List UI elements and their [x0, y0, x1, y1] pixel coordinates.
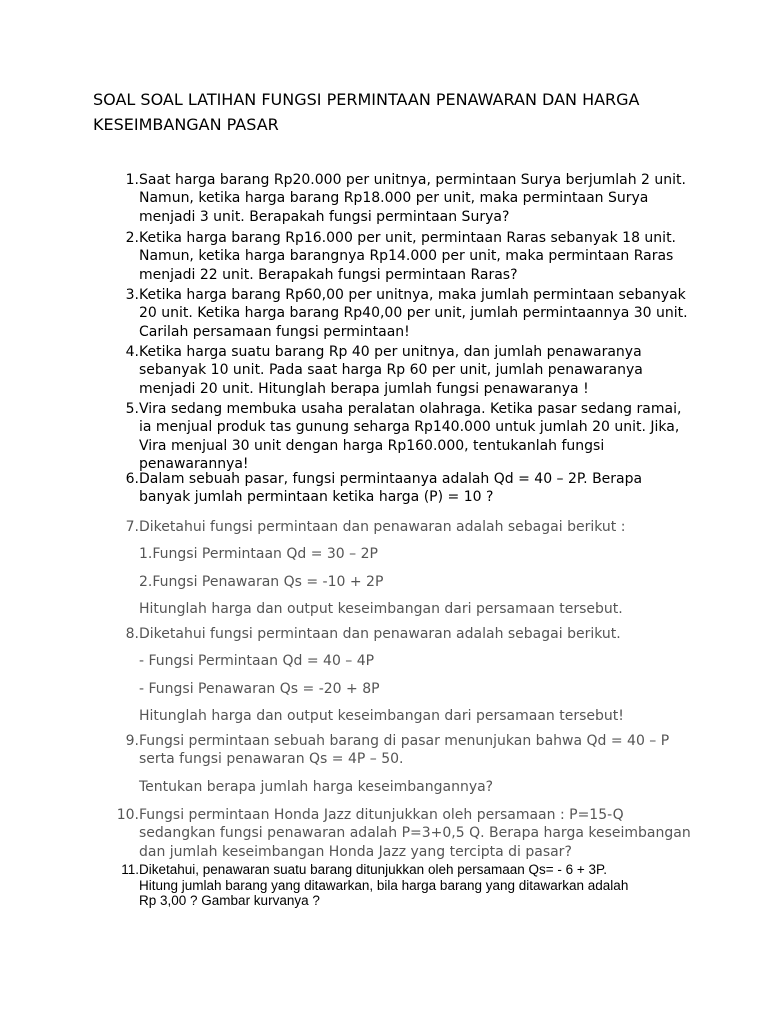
question-text-line: Carilah persamaan fungsi permintaan! [139, 323, 410, 340]
question-text-line: 20 unit. Ketika harga barang Rp40,00 per unit, jumlah permintaannya 30 unit. [139, 305, 688, 322]
question-text-line: Ketika harga barang Rp16.000 per unit, permintaan Raras sebanyak 18 unit. [139, 230, 677, 246]
question-text-line: Namun, ketika harga barang Rp18.000 per unit, maka permintaan Surya [139, 190, 649, 207]
question-paragraph: 1.Fungsi Permintaan Qd = 30 – 2P [139, 546, 378, 563]
question-text-line: Saat harga barang Rp20.000 per unitnya, permintaan Surya berjumlah 2 unit. [139, 172, 686, 188]
question-number: 2. [125, 230, 139, 246]
question-paragraph: 2.Fungsi Penawaran Qs = -10 + 2P [139, 573, 384, 590]
question-text-line: Ketika harga suatu barang Rp 40 per unitnya, dan jumlah penawaranya [139, 344, 642, 360]
question-paragraph: - Fungsi Penawaran Qs = -20 + 8P [139, 680, 380, 697]
question-text-line: Vira menjual 30 unit dengan harga Rp160.000, tentukanlah fungsi [139, 437, 605, 454]
question-number: 1. [125, 172, 139, 188]
question-text-line: menjadi 22 unit. Berapakah fungsi permintaan Raras? [139, 266, 518, 283]
question-number: 9. [125, 733, 139, 749]
title-line-2: KESEIMBANGAN PASAR [93, 115, 279, 134]
question-text-line: banyak jumlah permintaan ketika harga (P) = 10 ? [139, 489, 494, 506]
question-number: 10. [116, 807, 139, 823]
question-paragraph: Hitunglah harga dan output keseimbangan dari persamaan tersebut. [139, 601, 623, 618]
question-text-line: serta fungsi penawaran Qs = 4P – 50. [139, 751, 404, 768]
question-text-line: Ketika harga barang Rp60,00 per unitnya, maka jumlah permintaan sebanyak [139, 287, 686, 303]
question-text-line: penawarannya! [139, 456, 249, 473]
question-text-line: menjadi 3 unit. Berapakah fungsi permintaan Surya? [139, 208, 510, 225]
question-paragraph: Tentukan berapa jumlah harga keseimbangannya? [139, 778, 494, 795]
question-text-line: menjadi 20 unit. Hitunglah berapa jumlah fungsi penawaranya ! [139, 380, 589, 397]
question-paragraph: Hitunglah harga dan output keseimbangan dari persamaan tersebut! [139, 708, 624, 725]
question-text-line: sedangkan fungsi penawaran adalah P=3+0,5 Q. Berapa harga keseimbangan [139, 825, 691, 842]
question-text-line: Fungsi permintaan sebuah barang di pasar menunjukan bahwa Qd = 40 – P [139, 733, 670, 749]
question-text-line: dan jumlah keseimbangan Honda Jazz yang tercipta di pasar? [139, 843, 572, 860]
question-text-line: Vira sedang membuka usaha peralatan olahraga. Ketika pasar sedang ramai, [139, 401, 682, 417]
question-number: 11. [121, 862, 139, 877]
question-number: 8. [125, 626, 139, 642]
question-text-line: Fungsi permintaan Honda Jazz ditunjukkan oleh persamaan : P=15-Q [139, 807, 624, 823]
question-number: 4. [125, 344, 139, 360]
question-text-line: Dalam sebuah pasar, fungsi permintaanya adalah Qd = 40 – 2P. Berapa [139, 471, 643, 487]
question-text-line: Rp 3,00 ? Gambar kurvanya ? [139, 893, 320, 908]
question-paragraph: Diketahui fungsi permintaan dan penawaran adalah sebagai berikut. [139, 626, 621, 642]
title-line-1: SOAL SOAL LATIHAN FUNGSI PERMINTAAN PENAWARAN DAN HARGA [93, 90, 640, 109]
question-text-line: Namun, ketika harga barangnya Rp14.000 per unit, maka permintaan Raras [139, 248, 674, 265]
question-text-line: Diketahui, penawaran suatu barang ditunjukkan oleh persamaan Qs= - 6 + 3P. [139, 862, 608, 877]
question-paragraph: - Fungsi Permintaan Qd = 40 – 4P [139, 653, 375, 670]
question-number: 6. [125, 471, 139, 487]
question-number: 7. [125, 519, 139, 535]
question-text-line: sebanyak 10 unit. Pada saat harga Rp 60 per unit, jumlah penawaranya [139, 362, 643, 379]
question-text-line: ia menjual produk tas gunung seharga Rp140.000 untuk jumlah 20 unit. Jika, [139, 419, 680, 436]
document-title [93, 87, 713, 137]
question-text-line: Hitung jumlah barang yang ditawarkan, bila harga barang yang ditawarkan adalah [139, 877, 629, 893]
question-paragraph: Diketahui fungsi permintaan dan penawaran adalah sebagai berikut : [139, 519, 626, 535]
question-number: 5. [125, 401, 139, 417]
question-number: 3. [125, 287, 139, 303]
